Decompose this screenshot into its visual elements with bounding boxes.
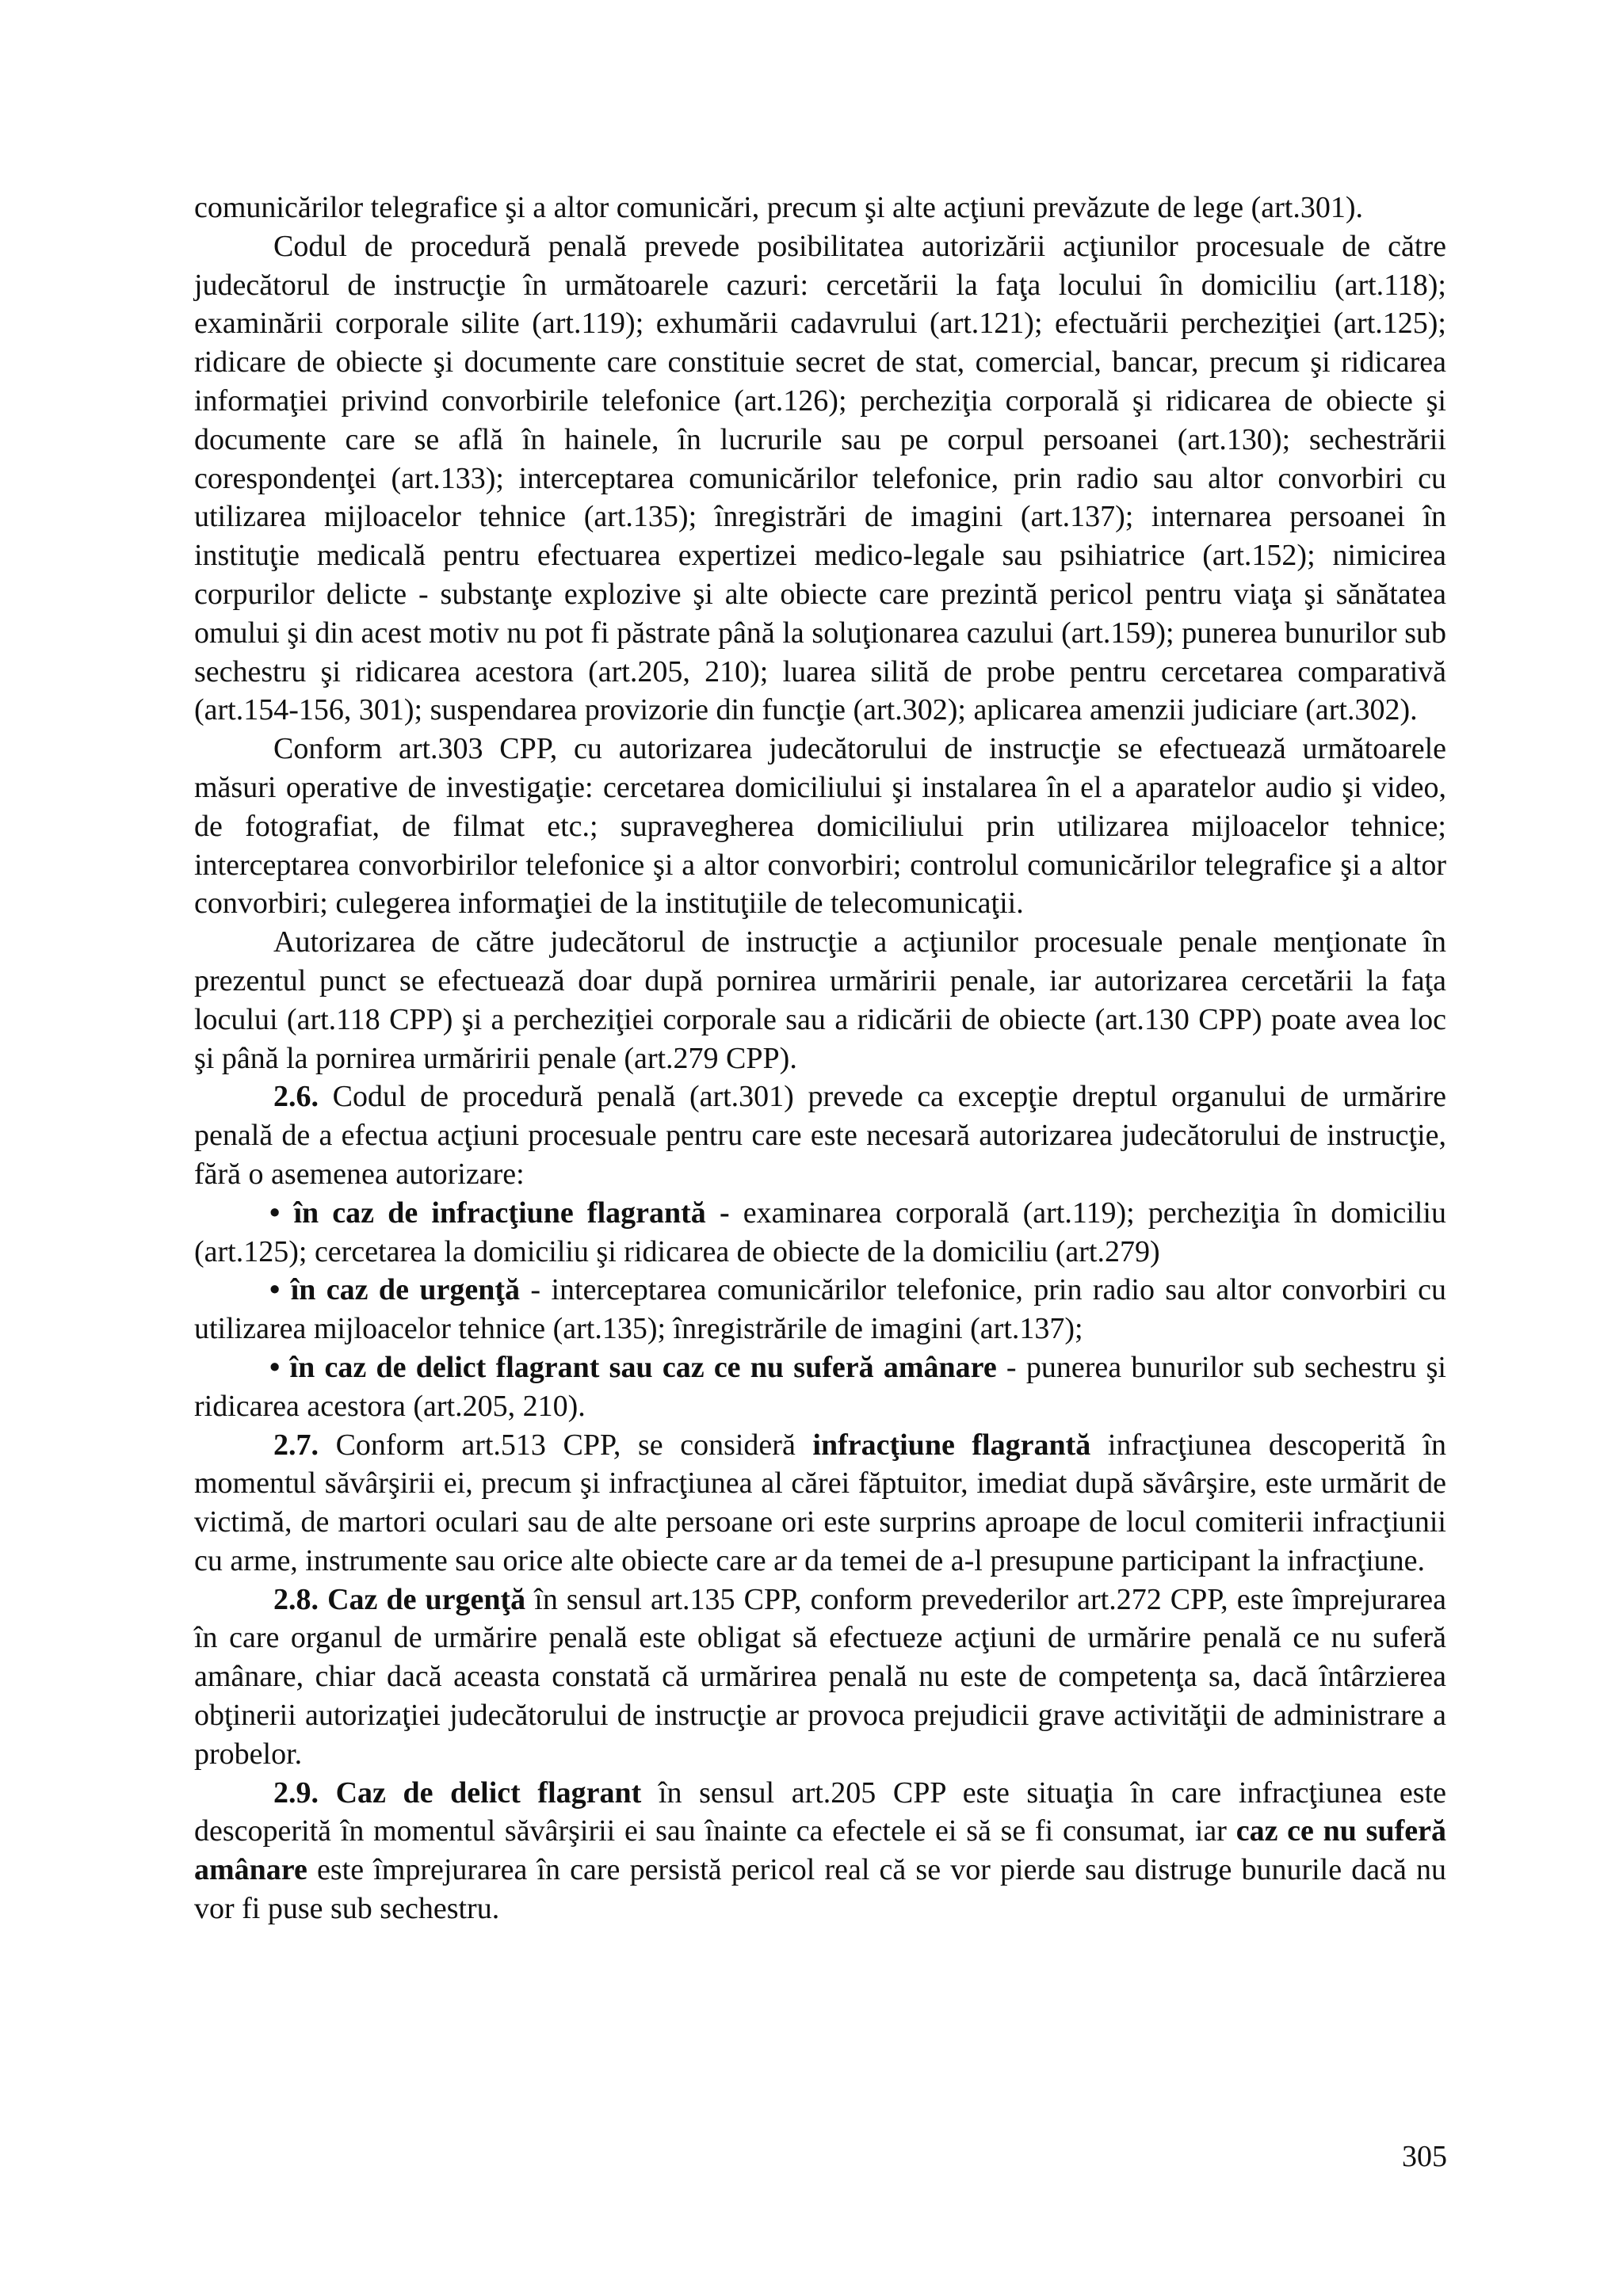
paragraph-3: [194, 730, 1446, 923]
paragraph-2: [194, 227, 1446, 730]
bullet-item-urgency: [194, 1271, 1446, 1348]
bullet-heading: • în caz de urgenţă: [269, 1273, 520, 1307]
page-body: [194, 189, 1446, 1928]
text-run: Conform art.303 CPP, cu autorizarea judecătorului de instrucţie se efectuează următoarele măsuri operative de investigaţie: cercetarea domiciliului şi instalarea în el a aparatelor audio şi video, de fotografiat, de filmat etc.; supravegherea domiciliului prin utilizarea mijloacelor tehnice; interceptarea convorbirilor telefonice şi a altor convorbiri; controlul comunicărilor telegrafice şi a altor convorbiri; culegerea informaţiei de la instituţiile de telecomunicaţii.: [194, 732, 1446, 921]
section-number: 2.7.: [273, 1428, 319, 1462]
section-heading: 2.9. Caz de delict flagrant: [273, 1775, 642, 1810]
text-run: comunicărilor telegrafice şi a altor comunicări, precum şi alte acţiuni prevăzute de lege (art.301).: [194, 191, 1363, 224]
section-heading: 2.8. Caz de urgenţă: [273, 1582, 526, 1616]
defined-term: infracţiune flagrantă: [812, 1428, 1091, 1462]
text-run: în sensul art.135 CPP, conform prevederilor art.272 CPP, este împrejurarea în care organul de urmărire penală este obligat să efectueze acţiuni de urmărire penală ce nu suferă amânare, chiar dacă aceasta constată că urmărirea penală nu este de competenţa sa, dacă întârzierea obţinerii autorizaţiei judecătorului de instrucţie ar provoca prejudicii grave activităţii de administrare a probelor.: [194, 1582, 1447, 1771]
page-number: 305: [1402, 2140, 1447, 2173]
text-run: în sensul art.205 CPP este situaţia în care infracţiunea este descoperită în momentul săvârşirii ei sau înainte ca efectele ei să se fi consumat, iar: [194, 1775, 1446, 1848]
bullet-item-flagrant-offense: [194, 1194, 1446, 1272]
paragraph-2-9: [194, 1774, 1446, 1928]
bullet-heading: • în caz de infracţiune flagrantă -: [269, 1196, 730, 1230]
bullet-heading: • în caz de delict flagrant sau caz ce nu suferă amânare: [269, 1350, 997, 1384]
paragraph-2-8: [194, 1581, 1446, 1774]
defined-term: caz ce nu suferă amânare: [194, 1814, 1446, 1887]
paragraph-1: [194, 189, 1446, 227]
paragraph-2-7: [194, 1426, 1446, 1581]
paragraph-2-6: [194, 1077, 1446, 1193]
text-run: infracţiunea descoperită în momentul săvârşirii ei, precum şi infracţiunea al cărei făptuitor, imediat după săvârşire, este urmărit de victimă, de martori oculari sau de alte persoane ori este surprins aproape de locul comiterii infracţiunii cu arme, instrumente sau orice alte obiecte care ar da temei de a-l presupune participant la infracţiune.: [194, 1428, 1447, 1577]
text-run: examinarea corporală (art.119); percheziţia în domiciliu (art.125); cercetarea la domiciliu şi ridicarea de obiecte de la domiciliu (art.279): [194, 1196, 1446, 1268]
text-run: Autorizarea de către judecătorul de instrucţie a acţiunilor procesuale penale menţionate în prezentul punct se efectuează doar după pornirea urmăririi penale, iar autorizarea cercetării la faţa locului (art.118 CPP) şi a percheziţiei corporale sau a ridicării de obiecte (art.130 CPP) poate avea loc şi până la pornirea urmăririi penale (art.279 CPP).: [194, 925, 1446, 1075]
text-run: - punerea bunurilor sub sechestru şi ridicarea acestora (art.205, 210).: [194, 1350, 1446, 1423]
text-run: Codul de procedură penală prevede posibilitatea autorizării acţiunilor procesuale de către judecătorul de instrucţie în următoarele cazuri: cercetării la faţa locului în domiciliu (art.118); examinării corporale silite (art.119); exhumării cadavrului (art.121); efectuării percheziţiei (art.125); ridicare de obiecte şi documente care constituie secret de stat, comercial, bancar, precum şi ridicarea informaţiei privind convorbirile telefonice (art.126); percheziţia corporală şi ridicarea de obiecte şi documente care se află în hainele, în lucrurile sau pe corpul persoanei (art.130); sechestrării corespondenţei (art.133); interceptarea comunicărilor telefonice, prin radio sau altor convorbiri cu utilizarea mijloacelor tehnice (art.135); înregistrări de imagini (art.137); internarea persoanei în instituţie medicală pentru efectuarea expertizei medico-legale sau psihiatrice (art.152); nimicirea corpurilor delicte - substanţe explozive şi alte obiecte care prezintă pericol pentru viaţa şi sănătatea omului şi din acest motiv nu pot fi păstrate până la soluţionarea cazului (art.159); punerea bunurilor sub sechestru şi ridicarea acestora (art.205, 210); luarea silită de probe pentru cercetarea comparativă (art.154-156, 301); suspendarea provizorie din funcţie (art.302); aplicarea amenzii judiciare (art.302).: [194, 229, 1446, 727]
bullet-item-flagrant-delict: [194, 1348, 1446, 1426]
text-run: Codul de procedură penală (art.301) prevede ca excepţie dreptul organului de urmărire penală de a efectua acţiuni procesuale pentru care este necesară autorizarea judecătorului de instrucţie, fără o asemenea autorizare:: [194, 1080, 1446, 1191]
paragraph-4: [194, 923, 1446, 1077]
text-run: este împrejurarea în care persistă pericol real că se vor pierde sau distruge bunurile dacă nu vor fi puse sub sechestru.: [194, 1853, 1446, 1926]
text-run: Conform art.513 CPP, se consideră: [319, 1428, 813, 1462]
section-number: 2.6.: [273, 1080, 319, 1114]
text-run: - interceptarea comunicărilor telefonice, prin radio sau altor convorbiri cu utilizarea mijloacelor tehnice (art.135); înregistrările de imagini (art.137);: [194, 1273, 1447, 1346]
